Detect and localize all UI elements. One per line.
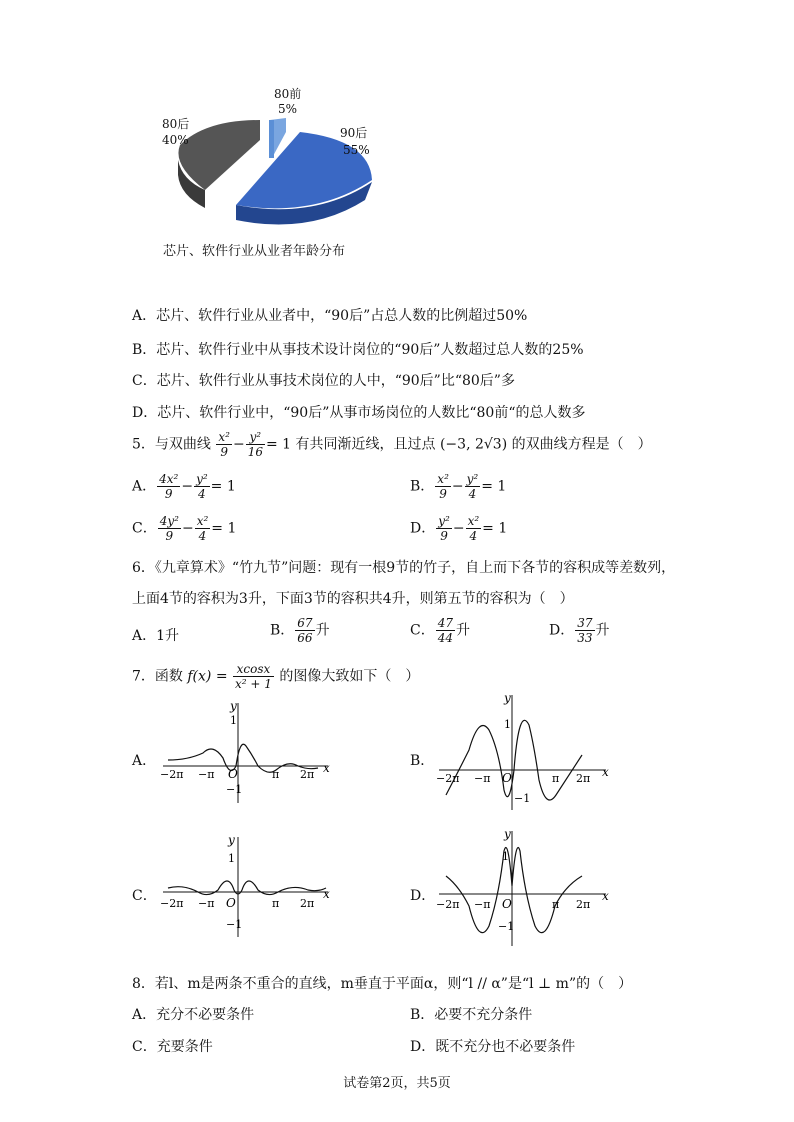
svg-text:−2π: −2π — [160, 768, 184, 781]
q8-option-d: D．既不充分也不必要条件 — [410, 1039, 576, 1055]
svg-text:O: O — [228, 767, 238, 781]
pie-slice-80qian-side — [269, 120, 274, 158]
svg-text:y: y — [228, 833, 235, 847]
q6-option-b: B． $\frac{67}{66}$ 升 — [270, 616, 330, 645]
q5-option-d: D． $\frac{\text{y²}}{9}$ − $\frac{\text{x²}}{4}$ = 1 — [410, 514, 508, 543]
svg-text:−π: −π — [474, 898, 491, 911]
curve-b — [446, 720, 582, 800]
page-footer: 试卷第2页，共5页 — [343, 1076, 451, 1091]
q5-stem: 5．与双曲线 $\frac{\text{x²}}{9}$ − $\frac{\text{y²}}{16}$ = 1 有共同渐近线，且过点 (−3, 2√3) 的双曲线方程是（ ） — [132, 430, 652, 459]
svg-text:y: y — [504, 827, 511, 841]
label-80qian-pct: 5% — [278, 102, 298, 116]
q5-prefix: 5．与双曲线 — [132, 436, 211, 453]
svg-text:π: π — [272, 768, 280, 781]
label-90hou-name: 90后 — [340, 126, 368, 140]
graph-a — [158, 698, 338, 808]
q4-option-b: B．芯片、软件行业中从事技术设计岗位的“90后”人数超过总人数的25% — [132, 342, 584, 358]
q5-frac-x: $\frac{\text{x²}}{9}$ — [218, 430, 230, 459]
q6-line2: 上面4节的容积为3升，下面3节的容积共4升，则第五节的容积为（ ） — [132, 591, 574, 607]
pie-slice-80hou — [178, 120, 260, 190]
graph-d — [434, 826, 614, 951]
q6-option-d: D． $\frac{37}{33}$ 升 — [549, 616, 610, 645]
q7-label-c: C． — [132, 888, 157, 904]
q6-line1: 6．《九章算术》“竹九节”问题：现有一根9节的竹子，自上而下各节的容积成等差数列， — [132, 560, 676, 576]
label-80qian-name: 80前 — [274, 87, 302, 101]
svg-text:2π: 2π — [300, 897, 315, 910]
q5-option-c: C． $\frac{\text{4y²}}{9}$ − $\frac{\text{x²}}{4}$ = 1 — [132, 514, 237, 543]
svg-text:1: 1 — [504, 718, 511, 731]
svg-text:O: O — [226, 896, 236, 910]
q6-option-a: A．1升 — [132, 628, 180, 644]
svg-text:−1: −1 — [226, 918, 243, 931]
svg-text:−2π: −2π — [436, 772, 460, 785]
svg-text:−π: −π — [198, 897, 215, 910]
graph-c — [158, 832, 338, 942]
q8-option-c: C．充要条件 — [132, 1039, 213, 1055]
q7-label-a: A． — [132, 753, 157, 769]
q5-point: (−3, 2√3) — [439, 436, 508, 453]
curve-a — [168, 744, 318, 772]
svg-text:x: x — [323, 887, 330, 901]
label-80hou-pct: 40% — [162, 133, 189, 147]
svg-text:π: π — [552, 898, 560, 911]
q8-option-a: A．充分不必要条件 — [132, 1007, 255, 1023]
q7-stem: 7．函数 f(x) = $\frac{xcosx}{\text{x² + 1}}$ 的图像大致如下（ ） — [132, 662, 420, 691]
svg-text:2π: 2π — [300, 768, 315, 781]
svg-text:x: x — [602, 889, 609, 903]
label-80hou-name: 80后 — [162, 117, 190, 131]
q8-option-b: B．必要不充分条件 — [410, 1007, 533, 1023]
svg-text:−2π: −2π — [160, 897, 184, 910]
q4-option-d: D．芯片、软件行业中，“90后”从事市场岗位的人数比“80前“的总人数多 — [132, 405, 586, 421]
svg-text:y: y — [504, 691, 511, 705]
svg-text:y: y — [230, 699, 237, 713]
q5-suffix: 的双曲线方程是（ ） — [511, 436, 652, 453]
q7-frac: $\frac{xcosx}{\text{x² + 1}}$ — [235, 662, 272, 691]
svg-text:2π: 2π — [576, 898, 591, 911]
label-90hou-pct: 55% — [343, 143, 370, 157]
svg-text:2π: 2π — [576, 772, 591, 785]
svg-text:−2π: −2π — [436, 898, 460, 911]
q4-option-a: A．芯片、软件行业从业者中，“90后”占总人数的比例超过50% — [132, 308, 528, 324]
svg-text:x: x — [602, 765, 609, 779]
svg-text:O: O — [502, 771, 512, 785]
svg-text:π: π — [272, 897, 280, 910]
svg-text:x: x — [323, 761, 330, 775]
svg-text:1: 1 — [230, 714, 237, 727]
svg-text:−π: −π — [198, 768, 215, 781]
svg-text:−1: −1 — [226, 783, 243, 796]
q8-stem: 8．若l、m是两条不重合的直线，m垂直于平面α，则“l // α”是“l ⊥ m”的（ ） — [132, 976, 633, 992]
svg-text:−1: −1 — [498, 920, 515, 933]
graph-b — [434, 690, 614, 815]
q5-frac-y: $\frac{\text{y²}}{16}$ — [247, 430, 263, 459]
age-pie-chart — [150, 80, 390, 240]
curve-c — [168, 881, 326, 895]
svg-text:π: π — [552, 772, 560, 785]
q5-mid: 有共同渐近线，且过点 — [295, 436, 436, 453]
svg-text:−π: −π — [474, 772, 491, 785]
svg-text:1: 1 — [502, 850, 509, 863]
pie-caption: 芯片、软件行业从业者年龄分布 — [163, 244, 346, 259]
svg-text:−1: −1 — [514, 792, 531, 805]
q5-option-b: B． $\frac{\text{x²}}{9}$ − $\frac{\text{y²}}{4}$ = 1 — [410, 472, 507, 501]
q7-label-d: D． — [410, 888, 436, 904]
q4-option-c: C．芯片、软件行业从事技术岗位的人中，“90后”比“80后”多 — [132, 373, 515, 389]
q6-option-c: C． $\frac{47}{44}$ 升 — [410, 616, 470, 645]
svg-text:O: O — [502, 897, 512, 911]
q7-label-b: B． — [410, 753, 435, 769]
svg-text:1: 1 — [228, 852, 235, 865]
q5-option-a: A． $\frac{\text{4x²}}{9}$ − $\frac{\text{y²}}{4}$ = 1 — [132, 472, 236, 501]
